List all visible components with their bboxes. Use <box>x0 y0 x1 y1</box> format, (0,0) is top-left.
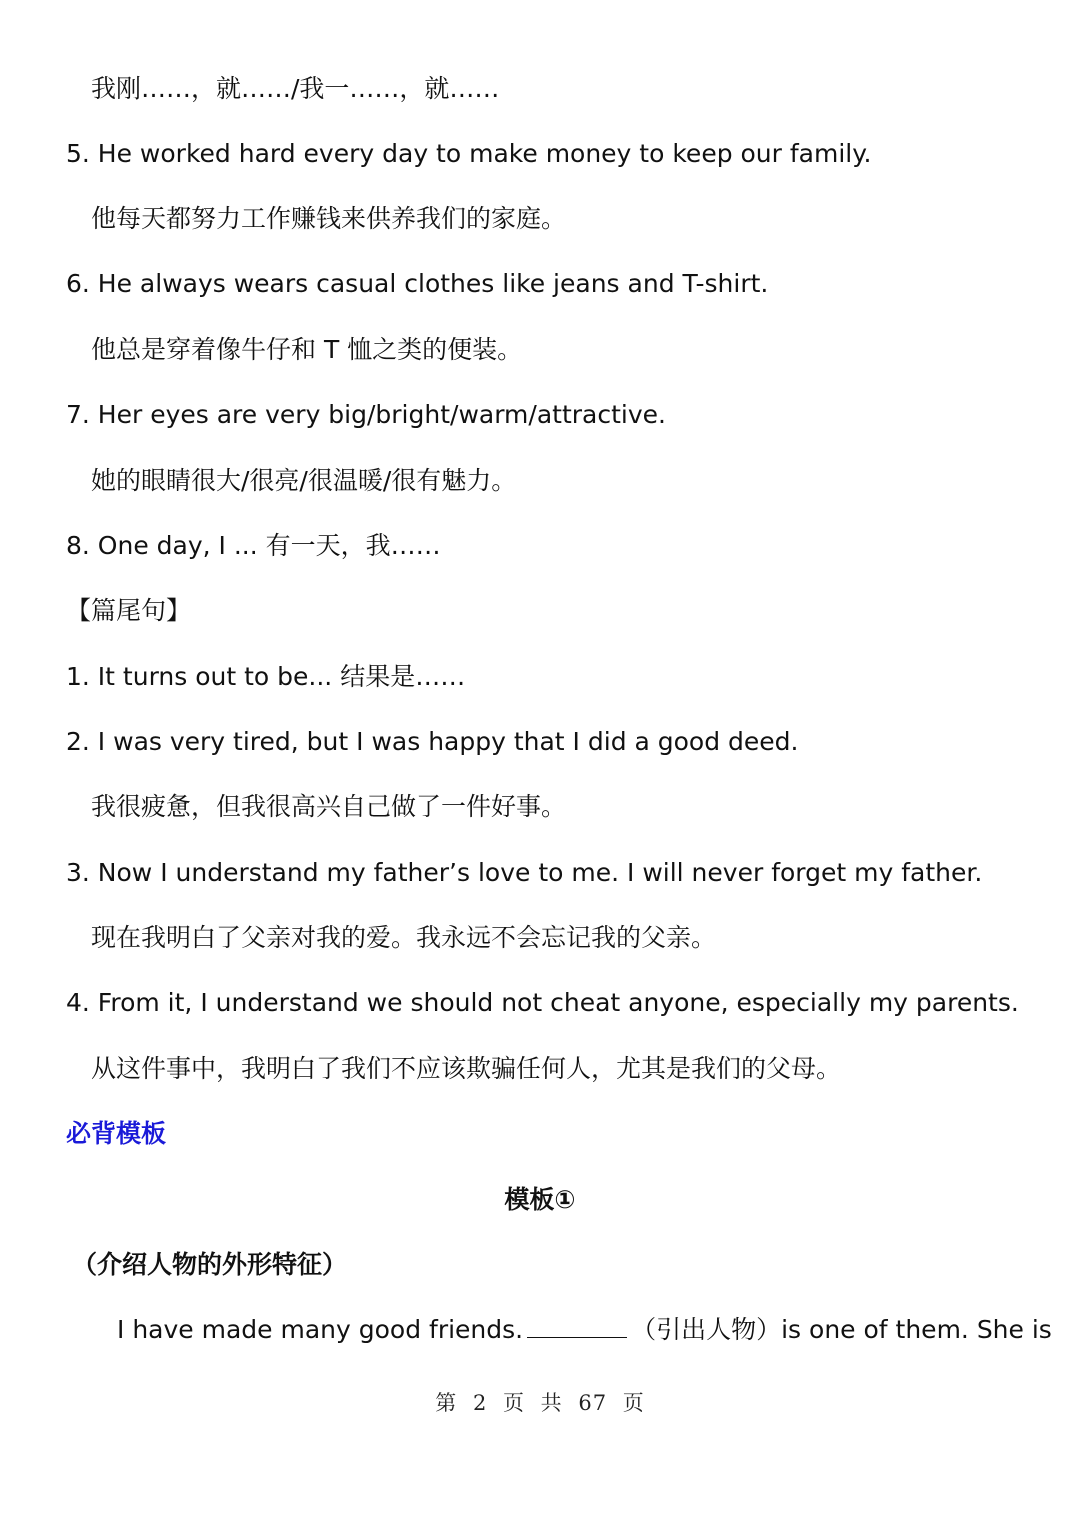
template-subtitle: （介绍人物的外形特征） <box>72 1250 348 1279</box>
text-line: 她的眼睛很大/很亮/很温暖/很有魅力。 <box>91 466 517 495</box>
text-line: 我刚……，就……/我一……，就…… <box>91 74 500 103</box>
page-footer: 第 2 页 共 67 页 <box>435 1391 645 1415</box>
text-line: 3. Now I understand my father’s love to me. I will never forget my father. <box>66 858 983 887</box>
text-line: 8. One day, I ... 有一天，我…… <box>66 531 441 560</box>
text-line: 他每天都努力工作赚钱来供养我们的家庭。 <box>91 204 567 233</box>
text-line: 7. Her eyes are very big/bright/warm/attractive. <box>66 400 666 429</box>
section-title: 必背模板 <box>66 1119 167 1148</box>
template-line <box>117 1313 1052 1347</box>
fill-blank <box>527 1315 627 1338</box>
template-text-before: I have made many good friends. <box>117 1315 524 1344</box>
template-text-after: （引出人物）is one of them. She is <box>631 1315 1052 1344</box>
text-line: 5. He worked hard every day to make money to keep our family. <box>66 139 872 168</box>
template-title: 模板① <box>504 1185 576 1214</box>
text-line: 我很疲惫，但我很高兴自己做了一件好事。 <box>91 792 567 821</box>
section-heading: 【篇尾句】 <box>66 596 192 625</box>
text-line: 2. I was very tired, but I was happy that I did a good deed. <box>66 727 799 756</box>
text-line: 现在我明白了父亲对我的爱。我永远不会忘记我的父亲。 <box>91 923 717 952</box>
text-line: 6. He always wears casual clothes like jeans and T-shirt. <box>66 269 769 298</box>
text-line: 4. From it, I understand we should not cheat anyone, especially my parents. <box>66 988 1019 1017</box>
text-line: 1. It turns out to be... 结果是…… <box>66 662 466 691</box>
text-line: 从这件事中，我明白了我们不应该欺骗任何人，尤其是我们的父母。 <box>91 1054 842 1083</box>
text-line: 他总是穿着像牛仔和 T 恤之类的便装。 <box>91 335 523 364</box>
